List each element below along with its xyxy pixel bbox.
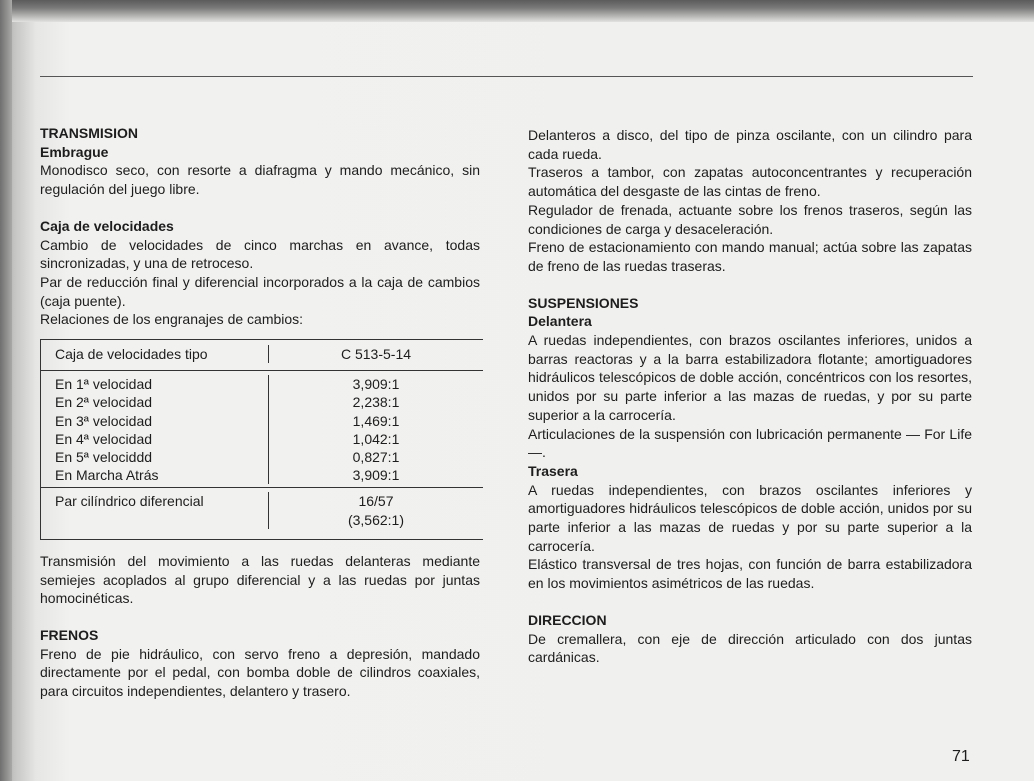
page-top-shadow [0, 0, 1034, 22]
table-row [41, 412, 483, 430]
table-footer-value-decimal: (3,562:1) [347, 511, 405, 528]
table-cell-label: En 5ª velociddd [41, 448, 269, 466]
table-footer-label: Par cilíndrico diferencial [41, 492, 269, 528]
table-cell-value: 3,909:1 [352, 376, 400, 393]
right-column [528, 126, 972, 667]
subheading-embrague: Embrague [40, 143, 109, 160]
paragraph-trasera-1: A ruedas independientes, con brazos oscilantes inferiores y amortiguadores hidráulicos telescópicos de doble acción, unidos por su parte inferior a las mazas de ruedas y por su parte superior a la carrocería. [528, 481, 972, 554]
subheading-delantera: Delantera [528, 313, 592, 330]
paragraph-frenos: Freno de pie hidráulico, con servo freno a depresión, mandado directamente por el pedal, con bomba doble de cilindros coaxiales, para circuitos independientes, delantero y trasero. [40, 645, 480, 700]
section-heading-direccion: DIRECCION [528, 611, 607, 628]
paragraph-delantera-2: Articulaciones de la suspensión con lubricación permanente — For Life—. [528, 425, 972, 461]
paragraph-transmision: Transmisión del movimiento a las ruedas delanteras mediante semiejes acoplados al grupo diferencial y a las ruedas por juntas homocinéticas. [40, 552, 480, 607]
page-number: 71 [952, 748, 970, 765]
paragraph-direccion: De cremallera, con eje de dirección articulado con dos juntas cardánicas. [528, 630, 972, 666]
header-rule [40, 76, 973, 77]
left-column [40, 124, 480, 701]
paragraph-frenos-delanteros: Delanteros a disco, del tipo de pinza oscilante, con un cilindro para cada rueda. [528, 127, 972, 162]
gear-ratio-table [40, 339, 483, 540]
paragraph-frenos-traseros: Traseros a tambor, con zapatas autoconcentrantes y recuperación automática del desgaste de las cintas de freno. [528, 164, 972, 200]
subheading-caja: Caja de velocidades [40, 217, 174, 234]
section-heading-transmision: TRANSMISION [40, 125, 138, 141]
paragraph-embrague: Monodisco seco, con resorte a diafragma y mando mecánico, sin regulación del juego libre. [40, 162, 480, 198]
table-cell-value: 3,909:1 [352, 467, 400, 484]
table-row [41, 393, 483, 411]
paragraph-caja-2: Par de reducción final y diferencial incorporados a la caja de cambios (caja puente). [40, 273, 480, 309]
paragraph-caja-1: Cambio de velocidades de cinco marchas en avance, todas sincronizadas, y una de retroceso. [40, 236, 480, 272]
section-heading-frenos: FRENOS [40, 626, 99, 643]
table-cell-value: 1,469:1 [352, 412, 400, 429]
table-cell-label: En 4ª velocidad [41, 430, 269, 448]
paragraph-trasera-2: Elástico transversal de tres hojas, con función de barra estabilizadora en los movimientos asimétricos de las ruedas. [528, 556, 972, 592]
paragraph-estacionamiento: Freno de estacionamiento con mando manual; actúa sobre las zapatas de freno de las ruedas traseras. [528, 239, 972, 274]
paragraph-regulador: Regulador de frenada, actuante sobre los frenos traseros, según las condiciones de carga y desaceleración. [528, 201, 972, 237]
table-row [41, 448, 483, 466]
section-heading-suspensiones: SUSPENSIONES [528, 294, 639, 311]
table-cell-label: En Marcha Atrás [41, 466, 269, 484]
table-header-label: Caja de velocidades tipo [41, 345, 269, 363]
table-cell-label: En 2ª velocidad [41, 393, 269, 411]
subheading-trasera: Trasera [528, 462, 578, 479]
table-cell-value: 1,042:1 [352, 430, 400, 447]
table-cell-label: En 1ª velocidad [41, 375, 269, 393]
table-row [41, 430, 483, 448]
table-footer-value-ratio: 16/57 [358, 493, 394, 510]
table-cell-value: 0,827:1 [352, 449, 400, 466]
table-header-row [41, 340, 483, 371]
page-binding-shadow [0, 0, 12, 781]
table-footer-row [41, 488, 483, 538]
table-cell-label: En 3ª velocidad [41, 412, 269, 430]
table-row [41, 466, 483, 484]
table-body [41, 371, 483, 488]
table-header-value: C 513-5-14 [340, 346, 412, 363]
table-footer-values [269, 492, 483, 528]
paragraph-delantera-1: A ruedas independientes, con brazos oscilantes inferiores, unidos a barras reactoras y a la barra estabilizadora flotante; amortiguadores hidráulicos telescópicos de doble acción, concéntricos con los resortes, unidos por su parte inferior a las mazas de ruedas, y por su parte superior a la carrocería. [528, 332, 972, 423]
table-cell-value: 2,238:1 [352, 394, 400, 411]
table-row [41, 375, 483, 393]
paragraph-caja-3: Relaciones de los engranajes de cambios: [40, 311, 304, 328]
